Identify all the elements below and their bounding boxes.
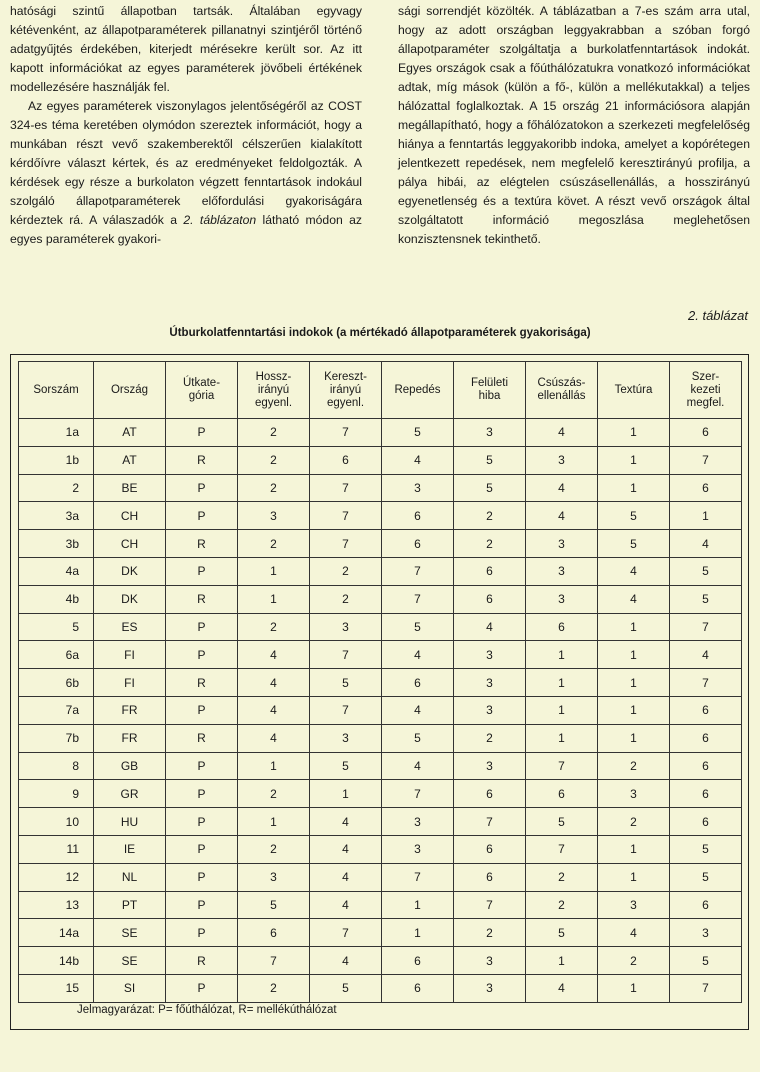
table-row bbox=[19, 419, 742, 447]
table-row bbox=[19, 613, 742, 641]
column-header: Sorszám bbox=[19, 362, 94, 419]
table-cell: FI bbox=[94, 641, 166, 669]
table-cell: FI bbox=[94, 669, 166, 697]
table-cell: 4 bbox=[238, 724, 310, 752]
table-cell: 5 bbox=[526, 919, 598, 947]
table-cell: 4b bbox=[19, 585, 94, 613]
table-cell: 2 bbox=[526, 863, 598, 891]
table-cell: 14b bbox=[19, 947, 94, 975]
table-cell: 5 bbox=[238, 891, 310, 919]
table-cell: 4 bbox=[310, 863, 382, 891]
table-cell: GR bbox=[94, 780, 166, 808]
table-cell: R bbox=[166, 669, 238, 697]
table-row bbox=[19, 947, 742, 975]
table-cell: P bbox=[166, 780, 238, 808]
column-header: Útkate- gória bbox=[166, 362, 238, 419]
table-cell: 2 bbox=[526, 891, 598, 919]
table-cell: 4 bbox=[238, 669, 310, 697]
table-cell: P bbox=[166, 696, 238, 724]
table-cell: 3 bbox=[454, 947, 526, 975]
table-cell: CH bbox=[94, 502, 166, 530]
table-cell: P bbox=[166, 808, 238, 836]
table-cell: 7 bbox=[310, 919, 382, 947]
table-cell: 7 bbox=[310, 419, 382, 447]
paragraph bbox=[10, 97, 362, 249]
table-cell: 3 bbox=[598, 780, 670, 808]
table-cell: 2 bbox=[238, 446, 310, 474]
table-cell: 1 bbox=[598, 419, 670, 447]
table-row bbox=[19, 891, 742, 919]
table-cell: 6 bbox=[670, 752, 742, 780]
table-cell: 2 bbox=[454, 530, 526, 558]
table-cell: 7 bbox=[382, 585, 454, 613]
table-cell: 4 bbox=[454, 613, 526, 641]
table-cell: 1b bbox=[19, 446, 94, 474]
table-cell: 7a bbox=[19, 696, 94, 724]
table-cell: 4 bbox=[382, 696, 454, 724]
table-row bbox=[19, 696, 742, 724]
table-cell: 7 bbox=[670, 446, 742, 474]
table-cell: 6 bbox=[670, 419, 742, 447]
table-cell: 5 bbox=[454, 474, 526, 502]
table-cell: 6 bbox=[382, 502, 454, 530]
table-frame bbox=[10, 354, 749, 1030]
table-cell: 1 bbox=[526, 724, 598, 752]
table-body bbox=[19, 419, 742, 1003]
table-cell: 2 bbox=[238, 419, 310, 447]
table-cell: 6 bbox=[382, 947, 454, 975]
left-column bbox=[10, 2, 362, 298]
table-cell: 2 bbox=[238, 613, 310, 641]
column-header: Csúszás- ellenállás bbox=[526, 362, 598, 419]
table-cell: 3 bbox=[310, 724, 382, 752]
table-cell: 1 bbox=[382, 919, 454, 947]
table-cell: 6 bbox=[526, 780, 598, 808]
table-cell: 7 bbox=[310, 696, 382, 724]
table-cell: 2 bbox=[238, 835, 310, 863]
table-cell: P bbox=[166, 752, 238, 780]
table-cell: P bbox=[166, 974, 238, 1002]
table-cell: 5 bbox=[670, 863, 742, 891]
table-cell: 8 bbox=[19, 752, 94, 780]
table-cell: 2 bbox=[238, 530, 310, 558]
column-header: Felületi hiba bbox=[454, 362, 526, 419]
table-cell: 7 bbox=[670, 974, 742, 1002]
table-cell: 2 bbox=[454, 919, 526, 947]
table-cell: 1 bbox=[526, 641, 598, 669]
table-cell: P bbox=[166, 919, 238, 947]
table-cell: 15 bbox=[19, 974, 94, 1002]
table-cell: P bbox=[166, 891, 238, 919]
data-table bbox=[18, 361, 742, 1003]
table-cell: 3 bbox=[382, 835, 454, 863]
table-cell: 4 bbox=[238, 641, 310, 669]
column-header: Textúra bbox=[598, 362, 670, 419]
table-row bbox=[19, 835, 742, 863]
table-cell: 6a bbox=[19, 641, 94, 669]
table-label: 2. táblázat bbox=[688, 308, 748, 323]
paragraph: sági sorrendjét közölték. A táblázatban a 7-es szám arra utal, hogy az adott országban leggyakrabban a szóban forgó állapotparaméter szolgáltatja a burkolatfenntartások indokát. Egyes országok csak a főúthálózatukra vonatkozó információkat adtak, míg mások (külön a fő-, külön a mellékutakkal) a teljes hálózattal foglalkoztak. A 15 ország 21 információsora alapján megállapítható, hogy a főhálózatokon a szerkezeti megfelelőség hiánya a fenntartás leggyakoribb indoka, amelyet a kopórétegen jelentkezett repedések, nem megfelelő keresztirányú profilja, a pálya hibái, az elégtelen csúszásellenállás, a hosszirányú egyenetlenség és a textúra követ. A részt vevő országok által szolgáltatott információ megoszlása meglehetősen konzisztensnek tekinthető. bbox=[398, 4, 750, 246]
table-cell: 5 bbox=[310, 669, 382, 697]
table-cell: 2 bbox=[454, 724, 526, 752]
table-cell: 13 bbox=[19, 891, 94, 919]
table-cell: 2 bbox=[598, 947, 670, 975]
text-run: Az egyes paraméterek viszonylagos jelentőségéről az COST 324-es téma keretében olymódon szereztek információt, hogy a munkában részt vevő szakemberektől célszerűen kialakított kérdőívre választ kértek, és az eredményeket feldolgozták. A kérdések egy része a burkolaton végzett fenntartások indokául szolgáló állapotparaméterek előfordulási gyakoriságára kérdeztek rá. A válaszadók a bbox=[10, 99, 362, 227]
table-cell: 6 bbox=[454, 863, 526, 891]
table-cell: 3 bbox=[598, 891, 670, 919]
table-cell: 4 bbox=[598, 585, 670, 613]
table-cell: 4 bbox=[310, 808, 382, 836]
table-cell: 1 bbox=[382, 891, 454, 919]
table-cell: DK bbox=[94, 557, 166, 585]
table-cell: 2 bbox=[238, 780, 310, 808]
table-cell: 2 bbox=[19, 474, 94, 502]
table-cell: 3 bbox=[238, 502, 310, 530]
table-cell: 6 bbox=[454, 585, 526, 613]
table-cell: 2 bbox=[310, 557, 382, 585]
table-cell: 1 bbox=[598, 696, 670, 724]
table-cell: 1 bbox=[598, 474, 670, 502]
table-row bbox=[19, 808, 742, 836]
table-cell: 3 bbox=[454, 641, 526, 669]
table-cell: AT bbox=[94, 446, 166, 474]
table-cell: 7 bbox=[382, 557, 454, 585]
table-cell: 11 bbox=[19, 835, 94, 863]
table-cell: P bbox=[166, 474, 238, 502]
table-cell: 5 bbox=[598, 502, 670, 530]
table-cell: 6 bbox=[454, 835, 526, 863]
table-cell: 5 bbox=[382, 419, 454, 447]
table-cell: 6 bbox=[670, 474, 742, 502]
table-cell: P bbox=[166, 502, 238, 530]
table-cell: PT bbox=[94, 891, 166, 919]
table-cell: 4 bbox=[670, 530, 742, 558]
table-cell: SI bbox=[94, 974, 166, 1002]
table-cell: 7 bbox=[382, 780, 454, 808]
table-cell: 2 bbox=[598, 808, 670, 836]
table-cell: 1 bbox=[526, 947, 598, 975]
table-cell: 7 bbox=[310, 474, 382, 502]
table-cell: 1 bbox=[598, 835, 670, 863]
table-cell: 2 bbox=[238, 474, 310, 502]
table-cell: 6b bbox=[19, 669, 94, 697]
table-cell: 6 bbox=[382, 974, 454, 1002]
table-cell: 7 bbox=[310, 502, 382, 530]
table-cell: P bbox=[166, 419, 238, 447]
table-cell: 1 bbox=[238, 752, 310, 780]
table-cell: SE bbox=[94, 947, 166, 975]
table-cell: 1 bbox=[310, 780, 382, 808]
table-cell: FR bbox=[94, 696, 166, 724]
table-cell: 7 bbox=[310, 530, 382, 558]
table-cell: 6 bbox=[670, 724, 742, 752]
table-cell: 7 bbox=[670, 613, 742, 641]
table-reference: 2. táblázaton bbox=[183, 213, 257, 227]
table-cell: 1 bbox=[598, 641, 670, 669]
table-row bbox=[19, 530, 742, 558]
table-row bbox=[19, 557, 742, 585]
column-header: Szer- kezeti megfel. bbox=[670, 362, 742, 419]
column-header: Kereszt- irányú egyenl. bbox=[310, 362, 382, 419]
table-cell: BE bbox=[94, 474, 166, 502]
table-row bbox=[19, 669, 742, 697]
table-cell: R bbox=[166, 585, 238, 613]
table-cell: 5 bbox=[382, 724, 454, 752]
body-text bbox=[10, 2, 750, 298]
table-row bbox=[19, 974, 742, 1002]
table-cell: 6 bbox=[670, 891, 742, 919]
table-cell: 10 bbox=[19, 808, 94, 836]
table-cell: 6 bbox=[454, 557, 526, 585]
table-cell: 7b bbox=[19, 724, 94, 752]
table-cell: 4 bbox=[382, 446, 454, 474]
table-cell: 2 bbox=[310, 585, 382, 613]
table-cell: 5 bbox=[454, 446, 526, 474]
table-row bbox=[19, 502, 742, 530]
table-cell: 1 bbox=[238, 585, 310, 613]
table-cell: 6 bbox=[670, 696, 742, 724]
table-cell: 3 bbox=[526, 446, 598, 474]
table-cell: SE bbox=[94, 919, 166, 947]
table-cell: NL bbox=[94, 863, 166, 891]
table-cell: 4 bbox=[598, 557, 670, 585]
table-cell: 3 bbox=[526, 585, 598, 613]
table-row bbox=[19, 724, 742, 752]
table-cell: ES bbox=[94, 613, 166, 641]
table-cell: HU bbox=[94, 808, 166, 836]
table-cell: 7 bbox=[454, 891, 526, 919]
table-cell: GB bbox=[94, 752, 166, 780]
table-cell: 14a bbox=[19, 919, 94, 947]
table-row bbox=[19, 446, 742, 474]
table-cell: 3 bbox=[382, 474, 454, 502]
legend: Jelmagyarázat: P= főúthálózat, R= mellékúthálózat bbox=[77, 1004, 337, 1016]
table-cell: 1a bbox=[19, 419, 94, 447]
table-cell: R bbox=[166, 530, 238, 558]
table-cell: 5 bbox=[310, 752, 382, 780]
table-cell: 1 bbox=[526, 669, 598, 697]
table-cell: 6 bbox=[238, 919, 310, 947]
table-cell: 5 bbox=[598, 530, 670, 558]
table-cell: 7 bbox=[526, 835, 598, 863]
table-row bbox=[19, 585, 742, 613]
table-row bbox=[19, 752, 742, 780]
table-cell: 5 bbox=[670, 557, 742, 585]
table-cell: 4 bbox=[310, 947, 382, 975]
table-cell: 3 bbox=[454, 974, 526, 1002]
table-cell: 1 bbox=[598, 613, 670, 641]
table-cell: 4 bbox=[310, 891, 382, 919]
column-header: Ország bbox=[94, 362, 166, 419]
table-cell: 4 bbox=[382, 641, 454, 669]
table-cell: 6 bbox=[454, 780, 526, 808]
table-cell: 6 bbox=[526, 613, 598, 641]
table-cell: 6 bbox=[670, 780, 742, 808]
table-cell: 3a bbox=[19, 502, 94, 530]
table-cell: 3 bbox=[670, 919, 742, 947]
table-cell: P bbox=[166, 835, 238, 863]
table-cell: 7 bbox=[238, 947, 310, 975]
table-cell: 5 bbox=[19, 613, 94, 641]
table-cell: AT bbox=[94, 419, 166, 447]
table-cell: 6 bbox=[382, 530, 454, 558]
table-cell: CH bbox=[94, 530, 166, 558]
table-cell: R bbox=[166, 724, 238, 752]
table-cell: 1 bbox=[526, 696, 598, 724]
table-cell: 3 bbox=[454, 419, 526, 447]
table-cell: P bbox=[166, 613, 238, 641]
table-cell: 3 bbox=[526, 530, 598, 558]
table-cell: 3 bbox=[454, 696, 526, 724]
table-cell: 12 bbox=[19, 863, 94, 891]
table-cell: 7 bbox=[454, 808, 526, 836]
table-cell: 5 bbox=[382, 613, 454, 641]
table-cell: 6 bbox=[670, 808, 742, 836]
table-cell: 1 bbox=[238, 808, 310, 836]
table-cell: 5 bbox=[670, 947, 742, 975]
table-cell: 7 bbox=[670, 669, 742, 697]
table-cell: 5 bbox=[670, 835, 742, 863]
table-row bbox=[19, 780, 742, 808]
table-cell: P bbox=[166, 863, 238, 891]
table-cell: 7 bbox=[310, 641, 382, 669]
table-cell: P bbox=[166, 557, 238, 585]
header-row bbox=[19, 362, 742, 419]
table-cell: 4 bbox=[310, 835, 382, 863]
table-cell: 2 bbox=[598, 752, 670, 780]
table-cell: 4 bbox=[670, 641, 742, 669]
table-cell: 3 bbox=[526, 557, 598, 585]
table-cell: 1 bbox=[598, 724, 670, 752]
table-cell: 4 bbox=[526, 502, 598, 530]
table-cell: 1 bbox=[238, 557, 310, 585]
table-row bbox=[19, 863, 742, 891]
table-cell: 3 bbox=[454, 752, 526, 780]
right-column bbox=[398, 2, 750, 298]
table-cell: 3 bbox=[454, 669, 526, 697]
table-cell: 6 bbox=[310, 446, 382, 474]
table-cell: 3 bbox=[382, 808, 454, 836]
table-cell: 4 bbox=[526, 474, 598, 502]
table-cell: 1 bbox=[598, 863, 670, 891]
table-cell: R bbox=[166, 947, 238, 975]
table-cell: 3b bbox=[19, 530, 94, 558]
table-cell: P bbox=[166, 641, 238, 669]
table-cell: 3 bbox=[238, 863, 310, 891]
table-row bbox=[19, 919, 742, 947]
text-run: látható módon az egyes paraméterek gyakori- bbox=[10, 213, 363, 246]
column-header: Hossz- irányú egyenl. bbox=[238, 362, 310, 419]
table-cell: 4a bbox=[19, 557, 94, 585]
table-cell: 4 bbox=[526, 974, 598, 1002]
table-cell: 3 bbox=[310, 613, 382, 641]
table-cell: FR bbox=[94, 724, 166, 752]
column-header: Repedés bbox=[382, 362, 454, 419]
table-cell: 2 bbox=[238, 974, 310, 1002]
table-cell: 1 bbox=[598, 974, 670, 1002]
table-cell: IE bbox=[94, 835, 166, 863]
table-row bbox=[19, 641, 742, 669]
table-cell: 7 bbox=[382, 863, 454, 891]
table-cell: 9 bbox=[19, 780, 94, 808]
table-cell: 5 bbox=[310, 974, 382, 1002]
table-row bbox=[19, 474, 742, 502]
table-cell: 6 bbox=[382, 669, 454, 697]
table-cell: 1 bbox=[598, 669, 670, 697]
table-cell: 1 bbox=[670, 502, 742, 530]
table-cell: 1 bbox=[598, 446, 670, 474]
table-cell: 2 bbox=[454, 502, 526, 530]
table-cell: 4 bbox=[238, 696, 310, 724]
table-cell: 5 bbox=[526, 808, 598, 836]
table-cell: 5 bbox=[670, 585, 742, 613]
table-cell: 4 bbox=[526, 419, 598, 447]
paragraph: hatósági szintű állapotban tartsák. Általában egyvagy kétévenként, az állapotparaméterek pillanatnyi szintjéről történő adatgyűjtés érdekében, kiterjedt mérésekre került sor. Az itt kapott információkat az egyes paraméterek jövőbeli értékének modellezésére használják fel. bbox=[10, 4, 362, 94]
table-cell: DK bbox=[94, 585, 166, 613]
table-cell: 4 bbox=[598, 919, 670, 947]
table-cell: R bbox=[166, 446, 238, 474]
table-cell: 4 bbox=[382, 752, 454, 780]
table-title: Útburkolatfenntartási indokok (a mértékadó állapotparaméterek gyakorisága) bbox=[169, 327, 591, 339]
table-cell: 7 bbox=[526, 752, 598, 780]
